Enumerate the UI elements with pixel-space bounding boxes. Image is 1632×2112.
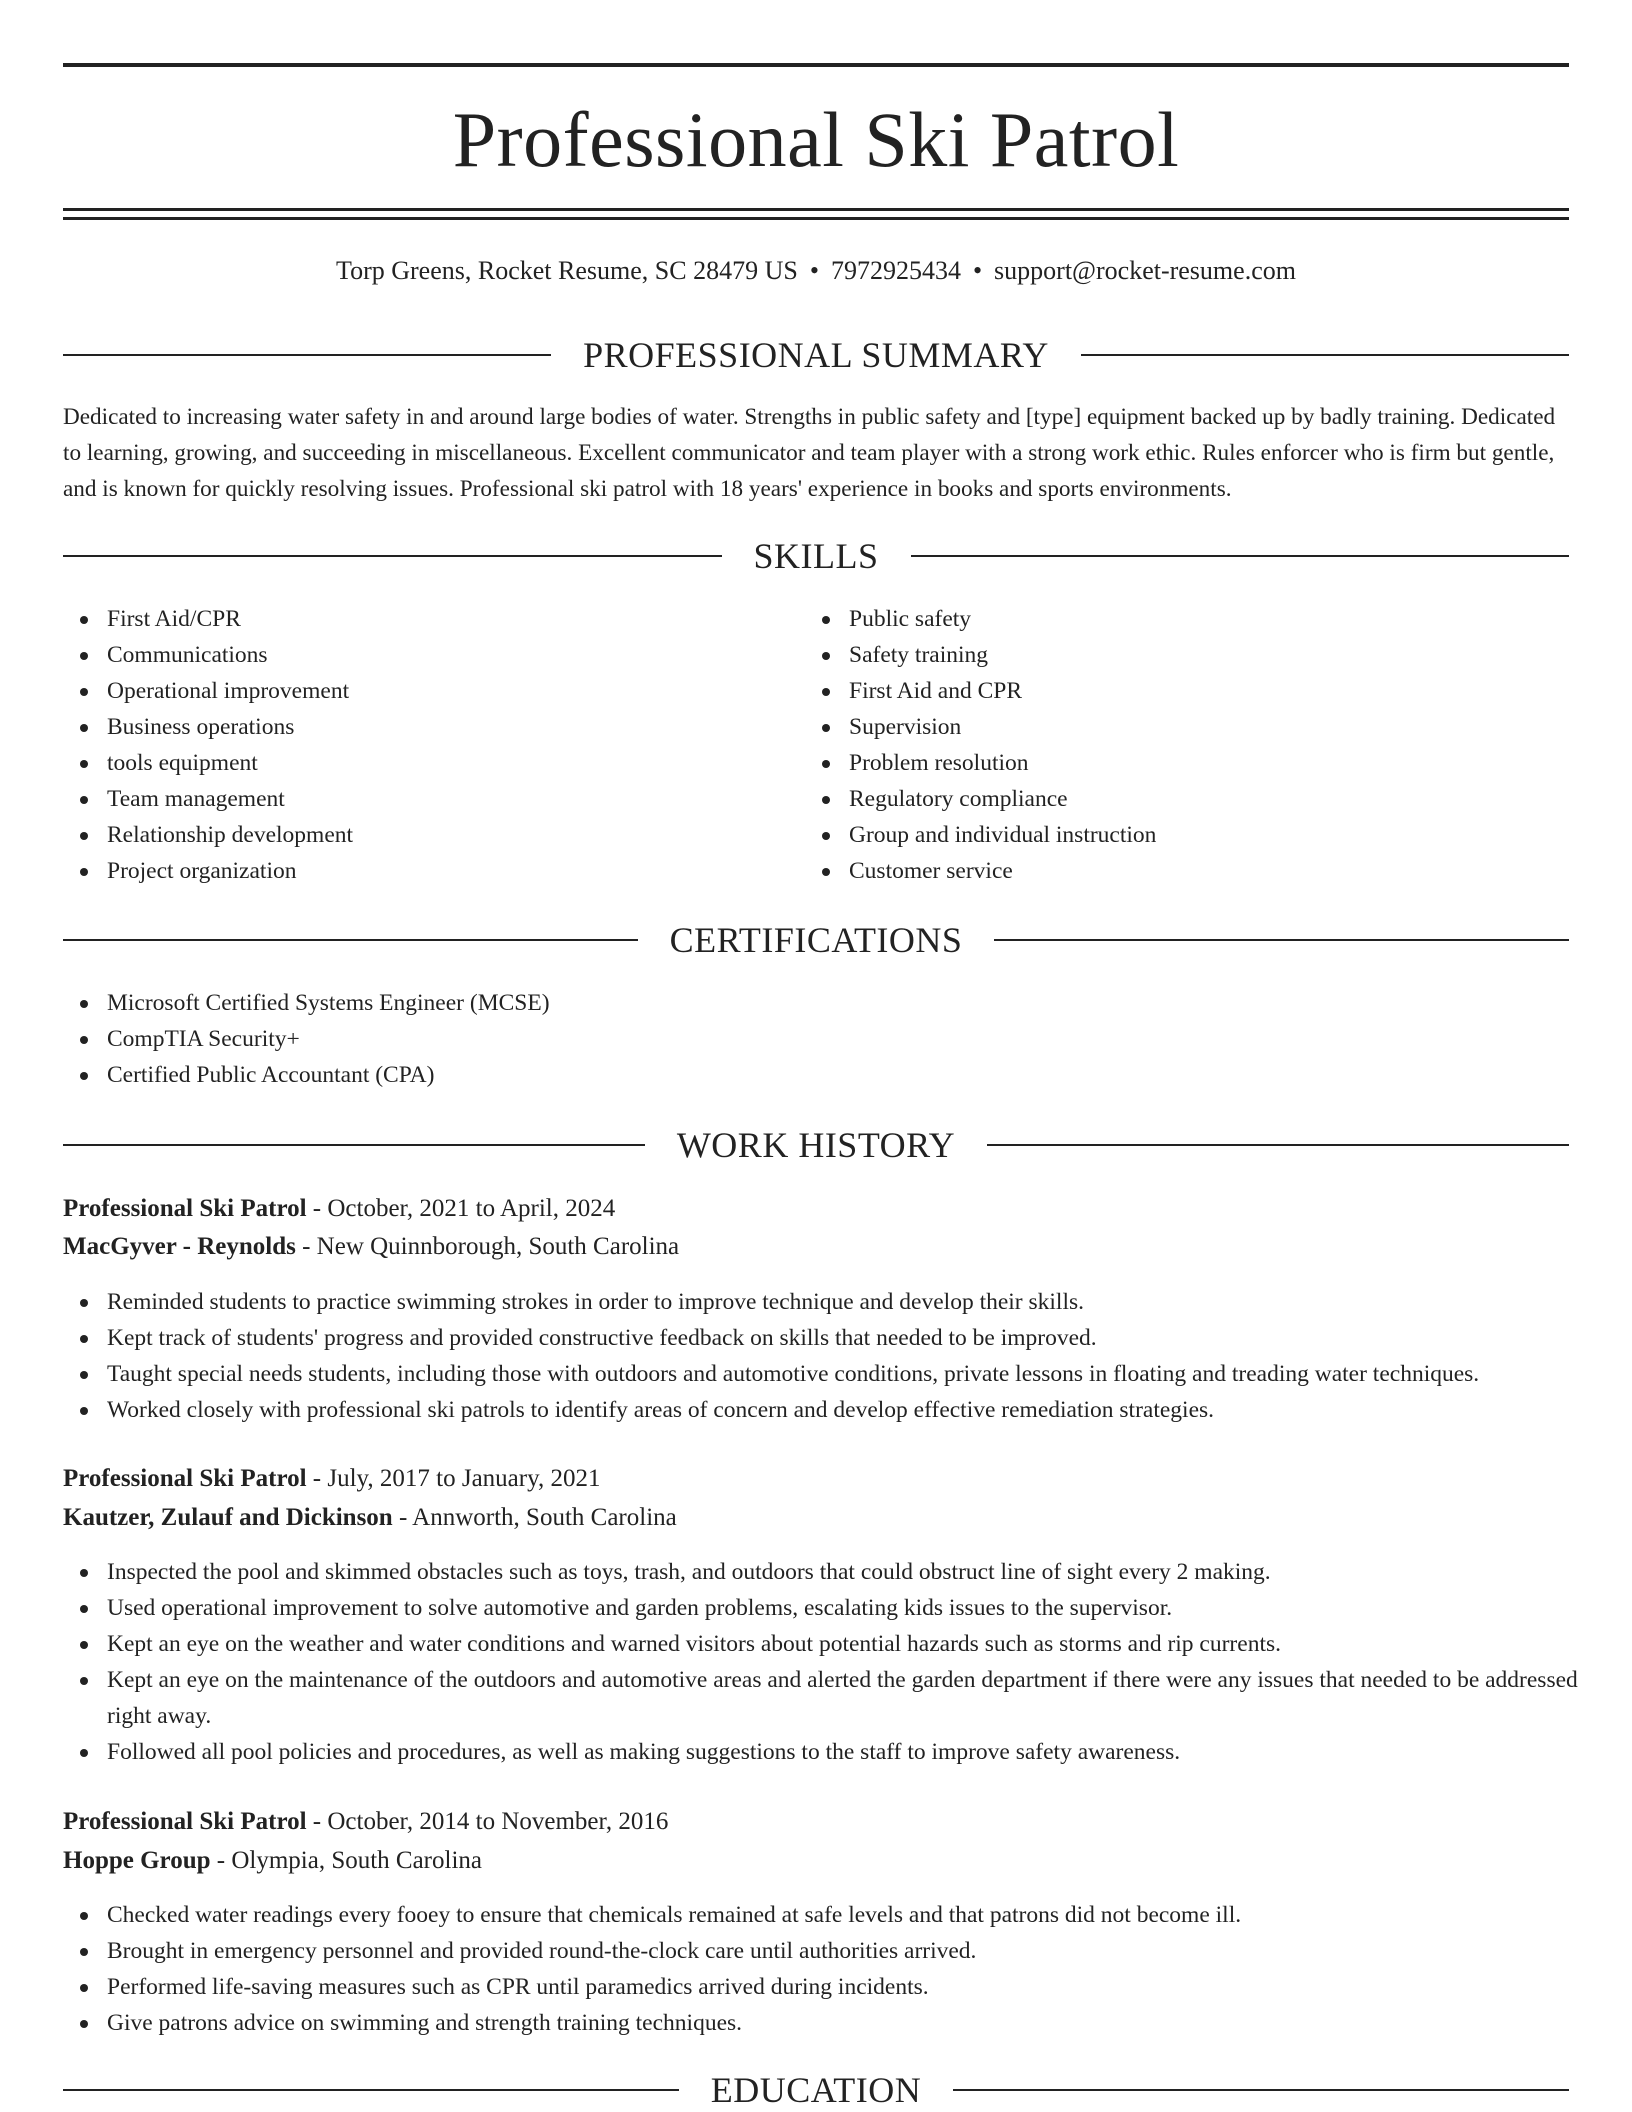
section-title: PROFESSIONAL SUMMARY	[583, 335, 1049, 375]
job-dates: October, 2014 to November, 2016	[327, 1808, 669, 1835]
candidate-name: Professional Ski Patrol	[452, 96, 1180, 183]
contact-line	[63, 254, 1569, 288]
section-rule	[63, 2089, 679, 2091]
job-bullets	[63, 1284, 1583, 1428]
job-title-line: Professional Ski Patrol - July, 2017 to January, 2021	[63, 1465, 601, 1492]
job-bullet: Give patrons advice on swimming and strength training techniques.	[63, 2005, 1583, 2041]
job-bullet: Followed all pool policies and procedures, as well as making suggestions to the staff to improve safety awareness.	[63, 1734, 1583, 1770]
header-double-rule	[63, 208, 1569, 220]
job-bullet: Inspected the pool and skimmed obstacles such as toys, trash, and outdoors that could obstruct line of sight every 2 making.	[63, 1554, 1583, 1590]
job-bullet: Kept track of students' progress and provided constructive feedback on skills that needed to be improved.	[63, 1320, 1583, 1356]
section-rule	[987, 1144, 1569, 1146]
section-title: WORK HISTORY	[676, 1125, 956, 1165]
section-title: SKILLS	[753, 536, 879, 576]
job-title-line: Professional Ski Patrol - October, 2021 to April, 2024	[63, 1195, 616, 1222]
header-top-rule	[63, 63, 1569, 67]
section-rule	[63, 1144, 645, 1146]
skills-list-right	[805, 601, 1565, 889]
certifications-list	[63, 985, 1569, 1093]
section-rule	[1081, 354, 1569, 356]
section-rule	[911, 555, 1570, 557]
job-bullet: Brought in emergency personnel and provided round-the-clock care until authorities arrived.	[63, 1933, 1583, 1969]
section-rule	[63, 354, 551, 356]
section-title: EDUCATION	[710, 2070, 922, 2110]
job-bullets	[63, 1897, 1583, 2041]
certification-item: CompTIA Security+	[63, 1021, 1569, 1057]
job-bullet: Checked water readings every fooey to ensure that chemicals remained at safe levels and that patrons did not become ill.	[63, 1897, 1583, 1933]
skill-item: Problem resolution	[805, 745, 1565, 781]
job-title: Professional Ski Patrol	[63, 1195, 307, 1222]
section-header-summary	[63, 333, 1569, 377]
skill-item: Project organization	[63, 853, 763, 889]
section-header-skills	[63, 534, 1569, 578]
job-location: New Quinnborough, South Carolina	[316, 1233, 680, 1260]
job-company-line: Kautzer, Zulauf and Dickinson - Annworth, South Carolina	[63, 1504, 677, 1531]
section-header-education	[63, 2068, 1569, 2112]
skill-item: tools equipment	[63, 745, 763, 781]
skill-item: First Aid/CPR	[63, 601, 763, 637]
job-company: MacGyver - Reynolds	[63, 1233, 296, 1260]
job-bullet: Worked closely with professional ski patrols to identify areas of concern and develop effective remediation strategies.	[63, 1392, 1583, 1428]
contact-email: support@rocket-resume.com	[994, 256, 1296, 285]
job-bullet: Used operational improvement to solve automotive and garden problems, escalating kids issues to the supervisor.	[63, 1590, 1583, 1626]
section-header-certifications	[63, 918, 1569, 962]
job-company-line: Hoppe Group - Olympia, South Carolina	[63, 1847, 482, 1874]
job-title: Professional Ski Patrol	[63, 1465, 307, 1492]
job-location: Olympia, South Carolina	[231, 1847, 482, 1874]
job-company: Hoppe Group	[63, 1847, 211, 1874]
skill-item: First Aid and CPR	[805, 673, 1565, 709]
skill-item: Relationship development	[63, 817, 763, 853]
job-dates: October, 2021 to April, 2024	[327, 1195, 616, 1222]
skill-item: Group and individual instruction	[805, 817, 1565, 853]
section-title: CERTIFICATIONS	[669, 920, 963, 960]
section-rule	[63, 555, 722, 557]
section-rule	[953, 2089, 1569, 2091]
summary-text: Dedicated to increasing water safety in and around large bodies of water. Strengths in public safety and [type] equipment backed up by badly training. Dedicated to learning, growing, and succeeding in miscellaneous. Excellent communicator and team player with a strong work ethic. Rules enforcer who is firm but gentle, and is known for quickly resolving issues. Professional ski patrol with 18 years' experience in books and sports environments.	[63, 404, 1556, 502]
skills-list-left	[63, 601, 763, 889]
contact-separator: •	[809, 256, 819, 285]
section-rule	[994, 939, 1569, 941]
job-title: Professional Ski Patrol	[63, 1808, 307, 1835]
job-bullet: Performed life-saving measures such as CPR until paramedics arrived during incidents.	[63, 1969, 1583, 2005]
certification-item: Certified Public Accountant (CPA)	[63, 1057, 1569, 1093]
job-dates: July, 2017 to January, 2021	[327, 1465, 601, 1492]
job-bullet: Reminded students to practice swimming strokes in order to improve technique and develop their skills.	[63, 1284, 1583, 1320]
job-bullet: Kept an eye on the maintenance of the outdoors and automotive areas and alerted the garden department if there were any issues that needed to be addressed right away.	[63, 1662, 1583, 1734]
job-title-line: Professional Ski Patrol - October, 2014 to November, 2016	[63, 1808, 669, 1835]
certification-item: Microsoft Certified Systems Engineer (MCSE)	[63, 985, 1569, 1021]
job-bullet: Kept an eye on the weather and water conditions and warned visitors about potential hazards such as storms and rip currents.	[63, 1626, 1583, 1662]
contact-separator: •	[972, 256, 983, 285]
skill-item: Team management	[63, 781, 763, 817]
job-bullet: Taught special needs students, including those with outdoors and automotive conditions, private lessons in floating and treading water techniques.	[63, 1356, 1583, 1392]
skill-item: Communications	[63, 637, 763, 673]
contact-address: Torp Greens, Rocket Resume, SC 28479 US	[336, 256, 798, 285]
section-rule	[63, 939, 638, 941]
job-company-line: MacGyver - Reynolds - New Quinnborough, South Carolina	[63, 1233, 680, 1260]
skill-item: Operational improvement	[63, 673, 763, 709]
section-header-work-history	[63, 1123, 1569, 1167]
skill-item: Public safety	[805, 601, 1565, 637]
skill-item: Supervision	[805, 709, 1565, 745]
job-company: Kautzer, Zulauf and Dickinson	[63, 1504, 393, 1531]
job-location: Annworth, South Carolina	[412, 1504, 677, 1531]
skill-item: Safety training	[805, 637, 1565, 673]
job-bullets	[63, 1554, 1583, 1770]
skill-item: Business operations	[63, 709, 763, 745]
contact-phone: 7972925434	[830, 256, 961, 285]
skill-item: Customer service	[805, 853, 1565, 889]
skill-item: Regulatory compliance	[805, 781, 1565, 817]
